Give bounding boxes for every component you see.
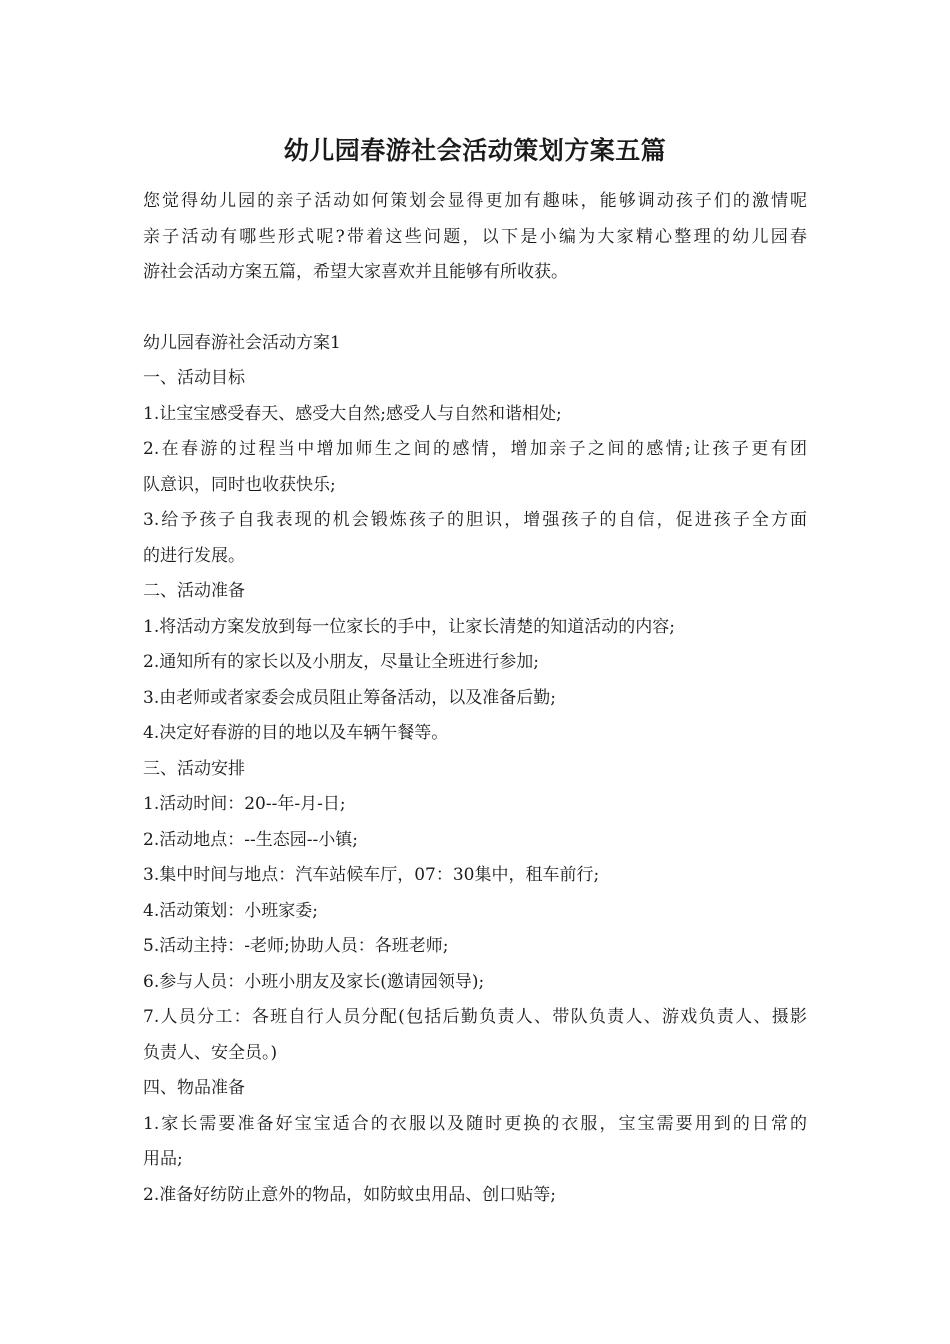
body-line: 2.准备好纺防止意外的物品，如防蚊虫用品、创口贴等; [143, 1184, 556, 1205]
document-title: 幼儿园春游社会活动策划方案五篇 [283, 136, 667, 165]
body-line: 的进行发展。 [143, 545, 245, 566]
body-line: 1.家长需要准备好宝宝适合的衣服以及随时更换的衣服，宝宝需要用到的日常的 [143, 1113, 807, 1134]
intro-line: 游社会活动方案五篇，希望大家喜欢并且能够有所收获。 [143, 262, 568, 282]
body-line: 3.给予孩子自我表现的机会锻炼孩子的胆识，增强孩子的自信，促进孩子全方面 [143, 510, 807, 530]
body-line: 1.将活动方案发放到每一位家长的手中，让家长清楚的知道活动的内容; [143, 616, 675, 637]
body-line: 2.活动地点：--生态园--小镇; [143, 829, 358, 850]
body-line: 1.让宝宝感受春天、感受大自然;感受人与自然和谐相处; [143, 403, 562, 424]
subsection-heading: 一、活动目标 [143, 368, 245, 388]
body-line: 1.活动时间：20--年-月-日; [143, 794, 346, 814]
body-line: 4.决定好春游的目的地以及车辆午餐等。 [143, 723, 449, 743]
intro-line: 亲子活动有哪些形式呢?带着这些问题，以下是小编为大家精心整理的幼儿园春 [143, 226, 807, 247]
body-line: 5.活动主持：-老师;协助人员：各班老师; [143, 936, 449, 956]
subsection-heading: 三、活动安排 [143, 758, 245, 779]
body-line: 2.通知所有的家长以及小朋友，尽量让全班进行参加; [143, 652, 539, 672]
intro-line: 您觉得幼儿园的亲子活动如何策划会显得更加有趣味，能够调动孩子们的激情呢 [143, 191, 807, 211]
body-line: 6.参与人员：小班小朋友及家长(邀请园领导); [143, 971, 485, 992]
body-line: 3.集中时间与地点：汽车站候车厅，07：30集中，租车前行; [143, 865, 600, 885]
subsection-heading: 二、活动准备 [143, 581, 245, 601]
body-line: 2.在春游的过程当中增加师生之间的感情，增加亲子之间的感情;让孩子更有团 [143, 439, 807, 459]
body-line: 队意识，同时也收获快乐; [143, 474, 336, 495]
intro-paragraph [143, 184, 807, 291]
body-line: 4.活动策划：小班家委; [143, 900, 318, 921]
body-line: 7.人员分工：各班自行人员分配(包括后勤负责人、带队负责人、游戏负责人、摄影 [143, 1007, 807, 1027]
paragraph-spacer [143, 291, 807, 326]
body-line: 3.由老师或者家委会成员阻止筹备活动，以及准备后勤; [143, 687, 556, 708]
document-body [143, 326, 807, 1214]
subsection-heading: 四、物品准备 [143, 1078, 245, 1098]
body-line: 用品; [143, 1149, 183, 1169]
section-heading: 幼儿园春游社会活动方案1 [143, 332, 341, 353]
body-line: 负责人、安全员。) [143, 1042, 278, 1063]
